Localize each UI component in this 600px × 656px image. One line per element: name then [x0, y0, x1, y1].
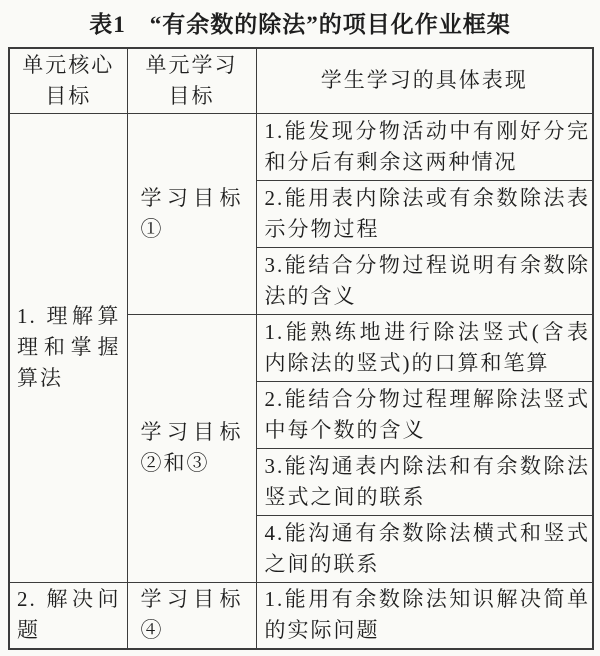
table-row: [9, 582, 593, 649]
header-unit-learning-goal: 单元学习目标: [127, 48, 256, 113]
cell-performance-5: 2.能结合分物过程理解除法竖式中每个数的含义: [256, 381, 593, 448]
cell-performance-8: 1.能用有余数除法知识解决简单的实际问题: [256, 582, 593, 649]
header-student-performance: 学生学习的具体表现: [256, 48, 593, 113]
cell-learning-goal-4: 学习目标④: [127, 582, 256, 649]
cell-core-objective-1: 1. 理解算理和掌握算法: [9, 113, 127, 582]
cell-performance-3: 3.能结合分物过程说明有余数除法的含义: [256, 247, 593, 314]
table-row: [9, 113, 593, 180]
header-unit-core-objective: 单元核心目标: [9, 48, 127, 113]
cell-core-objective-2: 2. 解决问题: [9, 582, 127, 649]
header-row: [9, 48, 593, 113]
cell-performance-2: 2.能用表内除法或有余数除法表示分物过程: [256, 180, 593, 247]
homework-framework-table: [8, 47, 594, 650]
table-caption: 表1 “有余数的除法”的项目化作业框架: [89, 12, 511, 37]
cell-performance-7: 4.能沟通有余数除法横式和竖式之间的联系: [256, 515, 593, 582]
cell-learning-goal-1: 学习目标①: [127, 113, 256, 314]
cell-performance-6: 3.能沟通表内除法和有余数除法竖式之间的联系: [256, 448, 593, 515]
cell-learning-goal-2-3: 学习目标②和③: [127, 314, 256, 582]
cell-performance-1: 1.能发现分物活动中有刚好分完和分后有剩余这两种情况: [256, 113, 593, 180]
cell-performance-4: 1.能熟练地进行除法竖式(含表内除法的竖式)的口算和笔算: [256, 314, 593, 381]
